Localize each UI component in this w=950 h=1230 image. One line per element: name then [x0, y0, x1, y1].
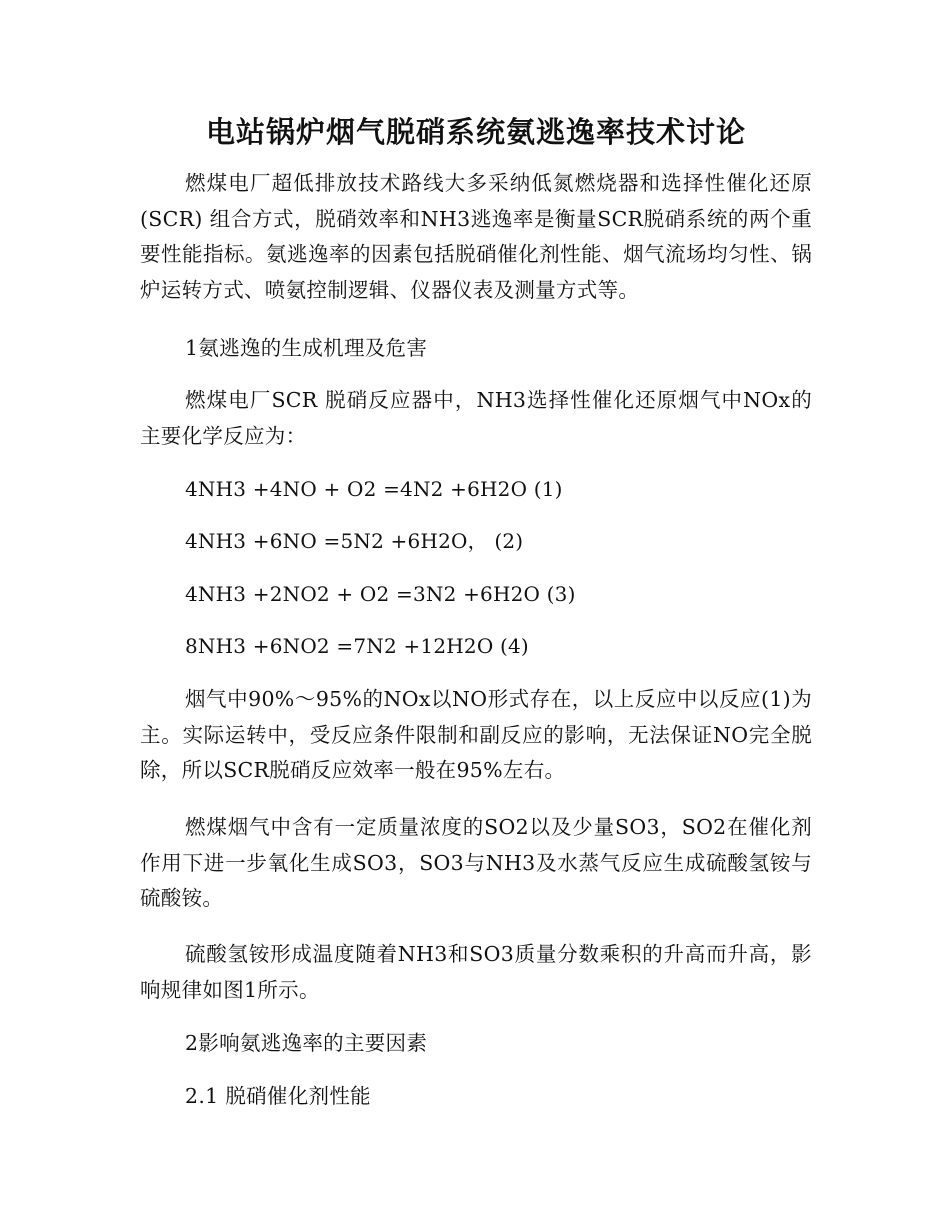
intro-paragraph: 燃煤电厂超低排放技术路线大多采纳低氮燃烧器和选择性催化还原(SCR) 组合方式，脱硝效率和NH3逃逸率是衡量SCR脱硝系统的两个重要性能指标。氨逃逸率的因素包括脱硝催化剂性能、烟气流场均匀性、锅炉运转方式、喷氨控制逻辑、仪器仪表及测量方式等。 — [140, 171, 812, 302]
section-2-1-heading: 2.1 脱硝催化剂性能 — [185, 1084, 371, 1108]
section-1-paragraph-3: 燃煤烟气中含有一定质量浓度的SO2以及少量SO3，SO2在催化剂作用下进一步氧化生成SO3，SO3与NH3及水蒸气反应生成硫酸氢铵与硫酸铵。 — [140, 815, 812, 910]
section-1-paragraph-4: 硫酸氢铵形成温度随着NH3和SO3质量分数乘积的升高而升高，影响规律如图1所示。 — [140, 942, 812, 1002]
document-title: 电站锅炉烟气脱硝系统氨逃逸率技术讨论 — [205, 115, 746, 149]
section-2-heading: 2影响氨逃逸率的主要因素 — [185, 1031, 428, 1055]
section-1-paragraph-2: 烟气中90%～95%的NOx以NO形式存在，以上反应中以反应(1)为主。实际运转中，受反应条件限制和副反应的影响，无法保证NO完全脱除，所以SCR脱硝反应效率一般在95%左右。 — [140, 687, 812, 782]
equation-4: 8NH3 +6NO2 =7N2 +12H2O (4) — [185, 634, 529, 658]
equation-1: 4NH3 +4NO + O2 =4N2 +6H2O (1) — [185, 477, 563, 501]
equation-2: 4NH3 +6NO =5N2 +6H2O， (2) — [185, 529, 524, 553]
section-1-paragraph-1: 燃煤电厂SCR 脱硝反应器中，NH3选择性催化还原烟气中NOx的主要化学反应为： — [140, 388, 812, 448]
equation-3: 4NH3 +2NO2 + O2 =3N2 +6H2O (3) — [185, 582, 576, 606]
section-1-heading: 1氨逃逸的生成机理及危害 — [185, 336, 428, 360]
